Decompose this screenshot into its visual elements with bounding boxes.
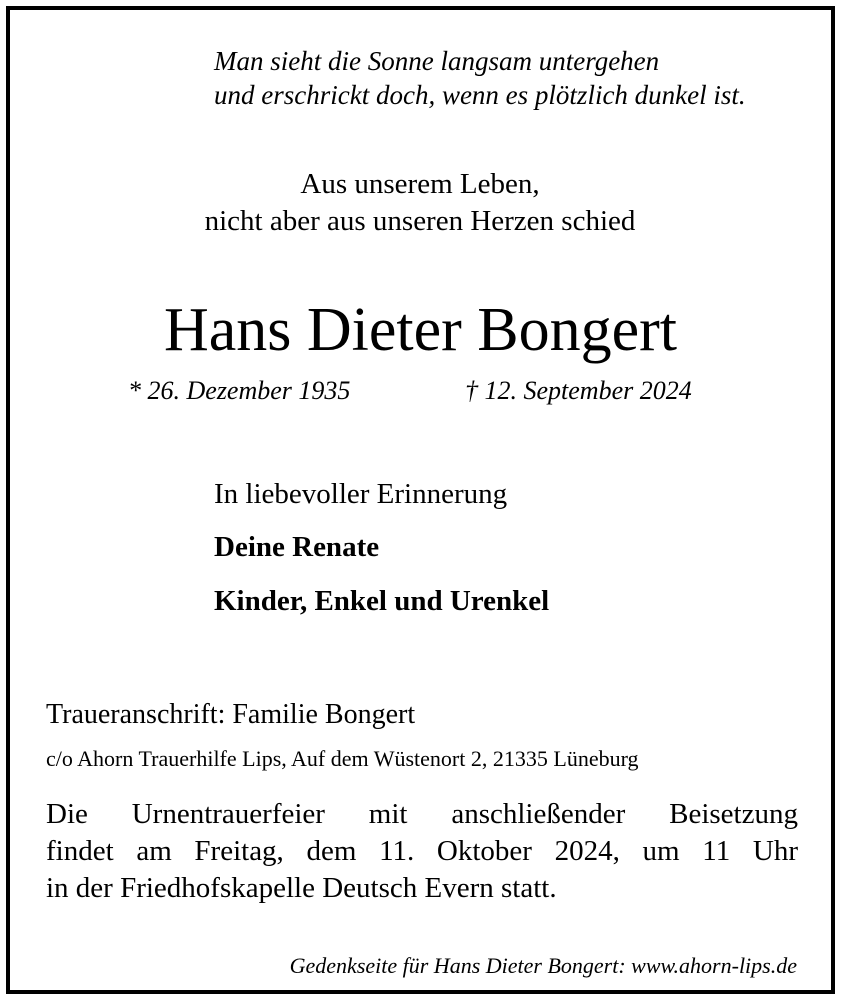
ceremony-line-3: in der Friedhofskapelle Deutsch Evern statt.	[46, 872, 557, 904]
ceremony-line-1: Die Urnentrauerfeier mit anschließender Beisetzung	[46, 798, 798, 830]
ceremony-text	[46, 796, 798, 907]
address-title: Traueranschrift: Familie Bongert	[46, 699, 416, 730]
quote-line-2: und erschrickt doch, wenn es plötzlich dunkel ist.	[214, 80, 746, 110]
birth-date: * 26. Dezember 1935	[128, 376, 351, 405]
quote-line-1: Man sieht die Sonne langsam untergehen	[214, 46, 660, 76]
intro-line-1: Aus unserem Leben,	[300, 168, 540, 200]
memory-intro: In liebevoller Erinnerung	[214, 478, 508, 510]
death-date: † 12. September 2024	[465, 376, 692, 405]
address-line: c/o Ahorn Trauerhilfe Lips, Auf dem Wüstenort 2, 21335 Lüneburg	[46, 746, 639, 771]
intro-line-2: nicht aber aus unseren Herzen schied	[204, 205, 636, 237]
mourner-family: Kinder, Enkel und Urenkel	[214, 585, 550, 617]
mourner-spouse: Deine Renate	[214, 531, 380, 563]
deceased-name: Hans Dieter Bongert	[163, 296, 678, 364]
ceremony-line-2: findet am Freitag, dem 11. Oktober 2024, um 11 Uhr	[46, 835, 798, 867]
memorial-page-note: Gedenkseite für Hans Dieter Bongert: www.ahorn-lips.de	[289, 953, 797, 978]
